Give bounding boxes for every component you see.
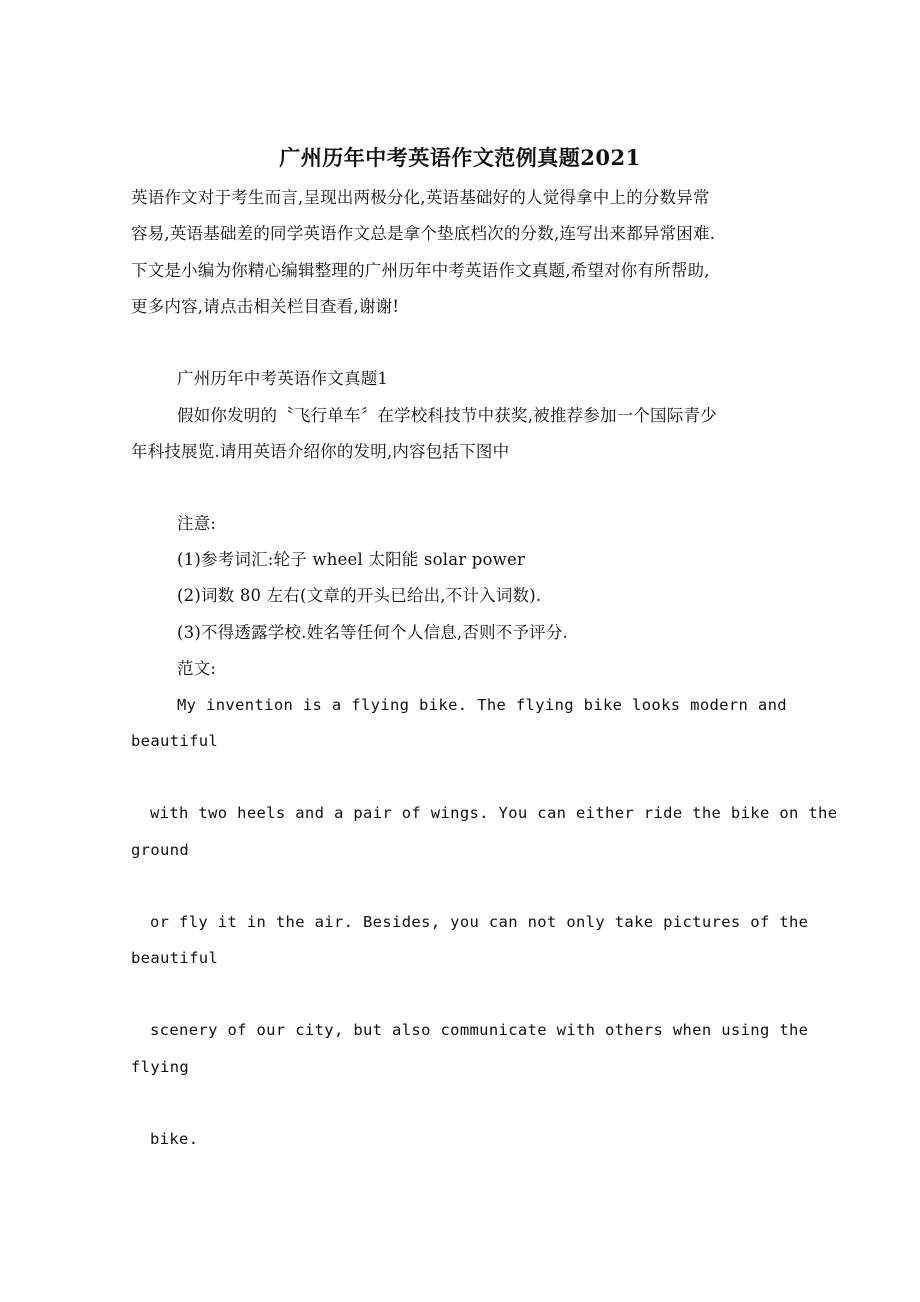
task-line: 年科技展览.请用英语介绍你的发明,内容包括下图中 (131, 442, 510, 461)
sample-line: or fly it in the air. Besides, you can not only take pictures of the (150, 913, 809, 931)
sample-line: beautiful (131, 949, 219, 967)
note-item: (3)不得透露学校.姓名等任何个人信息,否则不予评分. (177, 623, 569, 642)
document-title: 广州历年中考英语作文范例真题2021 (279, 145, 641, 170)
sample-line: My invention is a flying bike. The flying bike looks modern and (177, 696, 787, 714)
intro-line: 更多内容,请点击相关栏目查看,谢谢! (131, 297, 400, 316)
intro-line: 英语作文对于考生而言,呈现出两极分化,英语基础好的人觉得拿中上的分数异常 (131, 188, 710, 207)
sample-line: with two heels and a pair of wings. You can either ride the bike on the (150, 804, 838, 822)
sample-heading: 范文: (177, 659, 217, 678)
sample-line: ground (131, 841, 190, 859)
notes-heading: 注意: (177, 514, 217, 533)
section-heading: 广州历年中考英语作文真题1 (177, 369, 389, 388)
intro-line: 下文是小编为你精心编辑整理的广州历年中考英语作文真题,希望对你有所帮助, (131, 261, 710, 280)
task-line: 假如你发明的〝飞行单车〞在学校科技节中获奖,被推荐参加一个国际青少 (177, 406, 717, 425)
sample-line: flying (131, 1058, 190, 1076)
intro-line: 容易,英语基础差的同学英语作文总是拿个垫底档次的分数,连写出来都异常困难. (131, 224, 716, 243)
sample-line: scenery of our city, but also communicate with others when using the (150, 1021, 809, 1039)
sample-line: bike. (150, 1130, 199, 1148)
note-item: (1)参考词汇:轮子 wheel 太阳能 solar power (177, 550, 526, 569)
sample-line: beautiful (131, 732, 219, 750)
note-item: (2)词数 80 左右(文章的开头已给出,不计入词数). (177, 586, 542, 605)
